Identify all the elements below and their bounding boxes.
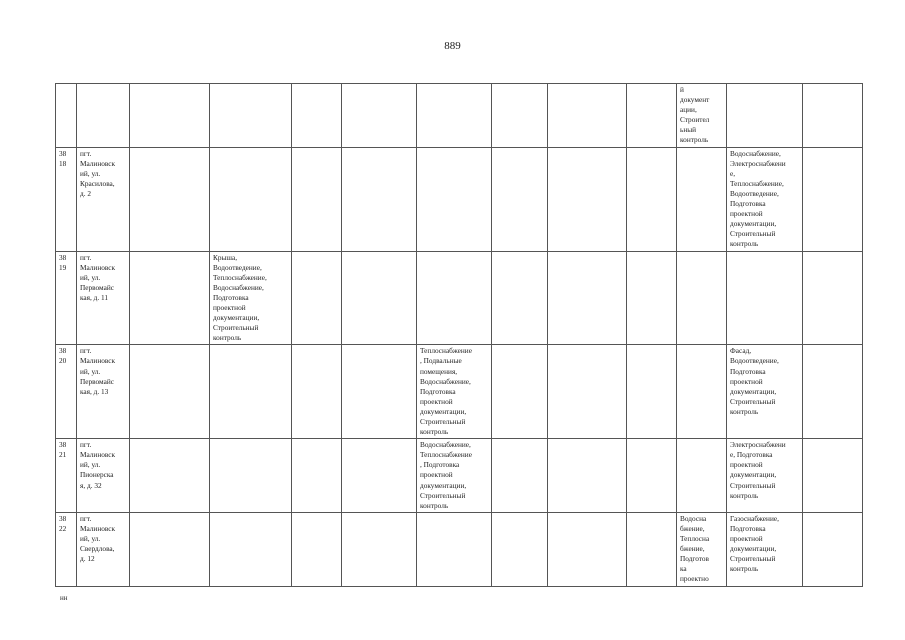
work-type-cell-c7: Водоснабжение, Теплоснабжение , Подготовка проектной документации, Строительный контроль (417, 439, 492, 513)
work-type-cell-c5 (292, 147, 342, 251)
work-type-cell-c13 (803, 147, 863, 251)
work-type-cell-c10 (627, 84, 677, 148)
address-cell: пгт. Малиновск ий, ул. Свердлова, д. 12 (77, 512, 130, 586)
work-type-cell-c11: й документ ации, Строител ьный контроль (677, 84, 727, 148)
work-type-cell-c8 (492, 84, 548, 148)
work-type-cell-c3 (130, 251, 210, 345)
work-type-cell-c12: Электроснабжени е, Подготовка проектной документации, Строительный контроль (727, 439, 803, 513)
address-cell: пгт. Малиновск ий, ул. Первомайс кая, д. 13 (77, 345, 130, 439)
work-type-cell-c11 (677, 147, 727, 251)
work-type-cell-c9 (548, 345, 627, 439)
work-type-cell-c6 (342, 84, 417, 148)
footer-mark: нн (60, 594, 68, 602)
work-type-cell-c9 (548, 251, 627, 345)
row-number-cell: 38 19 (56, 251, 77, 345)
work-type-cell-c12: Фасад, Водоотведение, Подготовка проектной документации, Строительный контроль (727, 345, 803, 439)
table-body (56, 84, 863, 587)
work-type-cell-c12: Газоснабжение, Подготовка проектной документации, Строительный контроль (727, 512, 803, 586)
work-type-cell-c10 (627, 251, 677, 345)
work-type-cell-c4 (210, 439, 292, 513)
works-table (55, 83, 863, 587)
work-type-cell-c7: Теплоснабжение , Подвальные помещения, Водоснабжение, Подготовка проектной документации, Строительный контроль (417, 345, 492, 439)
work-type-cell-c13 (803, 439, 863, 513)
work-type-cell-c11 (677, 439, 727, 513)
row-number-cell: 38 18 (56, 147, 77, 251)
work-type-cell-c5 (292, 345, 342, 439)
work-type-cell-c13 (803, 345, 863, 439)
table-row (56, 512, 863, 586)
work-type-cell-c10 (627, 345, 677, 439)
work-type-cell-c3 (130, 439, 210, 513)
work-type-cell-c6 (342, 512, 417, 586)
table-row (56, 84, 863, 148)
work-type-cell-c7 (417, 251, 492, 345)
work-type-cell-c4 (210, 147, 292, 251)
work-type-cell-c8 (492, 251, 548, 345)
work-type-cell-c3 (130, 84, 210, 148)
work-type-cell-c9 (548, 147, 627, 251)
address-cell: пгт. Малиновск ий, ул. Пионерска я, д. 32 (77, 439, 130, 513)
page-number: 889 (444, 40, 461, 52)
work-type-cell-c12 (727, 84, 803, 148)
row-number-cell: 38 20 (56, 345, 77, 439)
work-type-cell-c13 (803, 84, 863, 148)
work-type-cell-c13 (803, 512, 863, 586)
row-number-cell: 38 22 (56, 512, 77, 586)
work-type-cell-c11 (677, 345, 727, 439)
work-type-cell-c3 (130, 512, 210, 586)
table-row (56, 251, 863, 345)
work-type-cell-c4 (210, 84, 292, 148)
work-type-cell-c9 (548, 439, 627, 513)
work-type-cell-c8 (492, 345, 548, 439)
work-type-cell-c6 (342, 147, 417, 251)
work-type-cell-c8 (492, 512, 548, 586)
work-type-cell-c4 (210, 345, 292, 439)
work-type-cell-c6 (342, 439, 417, 513)
work-type-cell-c4 (210, 512, 292, 586)
work-type-cell-c8 (492, 439, 548, 513)
work-type-cell-c10 (627, 512, 677, 586)
work-type-cell-c10 (627, 147, 677, 251)
table-row (56, 439, 863, 513)
address-cell (77, 84, 130, 148)
table-row (56, 345, 863, 439)
work-type-cell-c4: Крыша, Водоотведение, Теплоснабжение, Водоснабжение, Подготовка проектной документации, Строительный контроль (210, 251, 292, 345)
work-type-cell-c5 (292, 84, 342, 148)
work-type-cell-c5 (292, 439, 342, 513)
work-type-cell-c9 (548, 84, 627, 148)
work-type-cell-c5 (292, 251, 342, 345)
work-type-cell-c11: Водосна бжение, Теплосна бжение, Подготов ка проектно (677, 512, 727, 586)
work-type-cell-c3 (130, 147, 210, 251)
work-type-cell-c6 (342, 345, 417, 439)
work-type-cell-c7 (417, 147, 492, 251)
work-type-cell-c7 (417, 84, 492, 148)
work-type-cell-c12: Водоснабжение, Электроснабжени е, Теплоснабжение, Водоотведение, Подготовка проектной документации, Строительный контроль (727, 147, 803, 251)
work-type-cell-c13 (803, 251, 863, 345)
work-type-cell-c5 (292, 512, 342, 586)
work-type-cell-c9 (548, 512, 627, 586)
work-type-cell-c10 (627, 439, 677, 513)
address-cell: пгт. Малиновск ий, ул. Красилова, д. 2 (77, 147, 130, 251)
address-cell: пгт. Малиновск ий, ул. Первомайс кая, д. 11 (77, 251, 130, 345)
work-type-cell-c6 (342, 251, 417, 345)
work-type-cell-c12 (727, 251, 803, 345)
work-type-cell-c7 (417, 512, 492, 586)
row-number-cell: 38 21 (56, 439, 77, 513)
work-type-cell-c11 (677, 251, 727, 345)
table-row (56, 147, 863, 251)
row-number-cell (56, 84, 77, 148)
work-type-cell-c8 (492, 147, 548, 251)
work-type-cell-c3 (130, 345, 210, 439)
